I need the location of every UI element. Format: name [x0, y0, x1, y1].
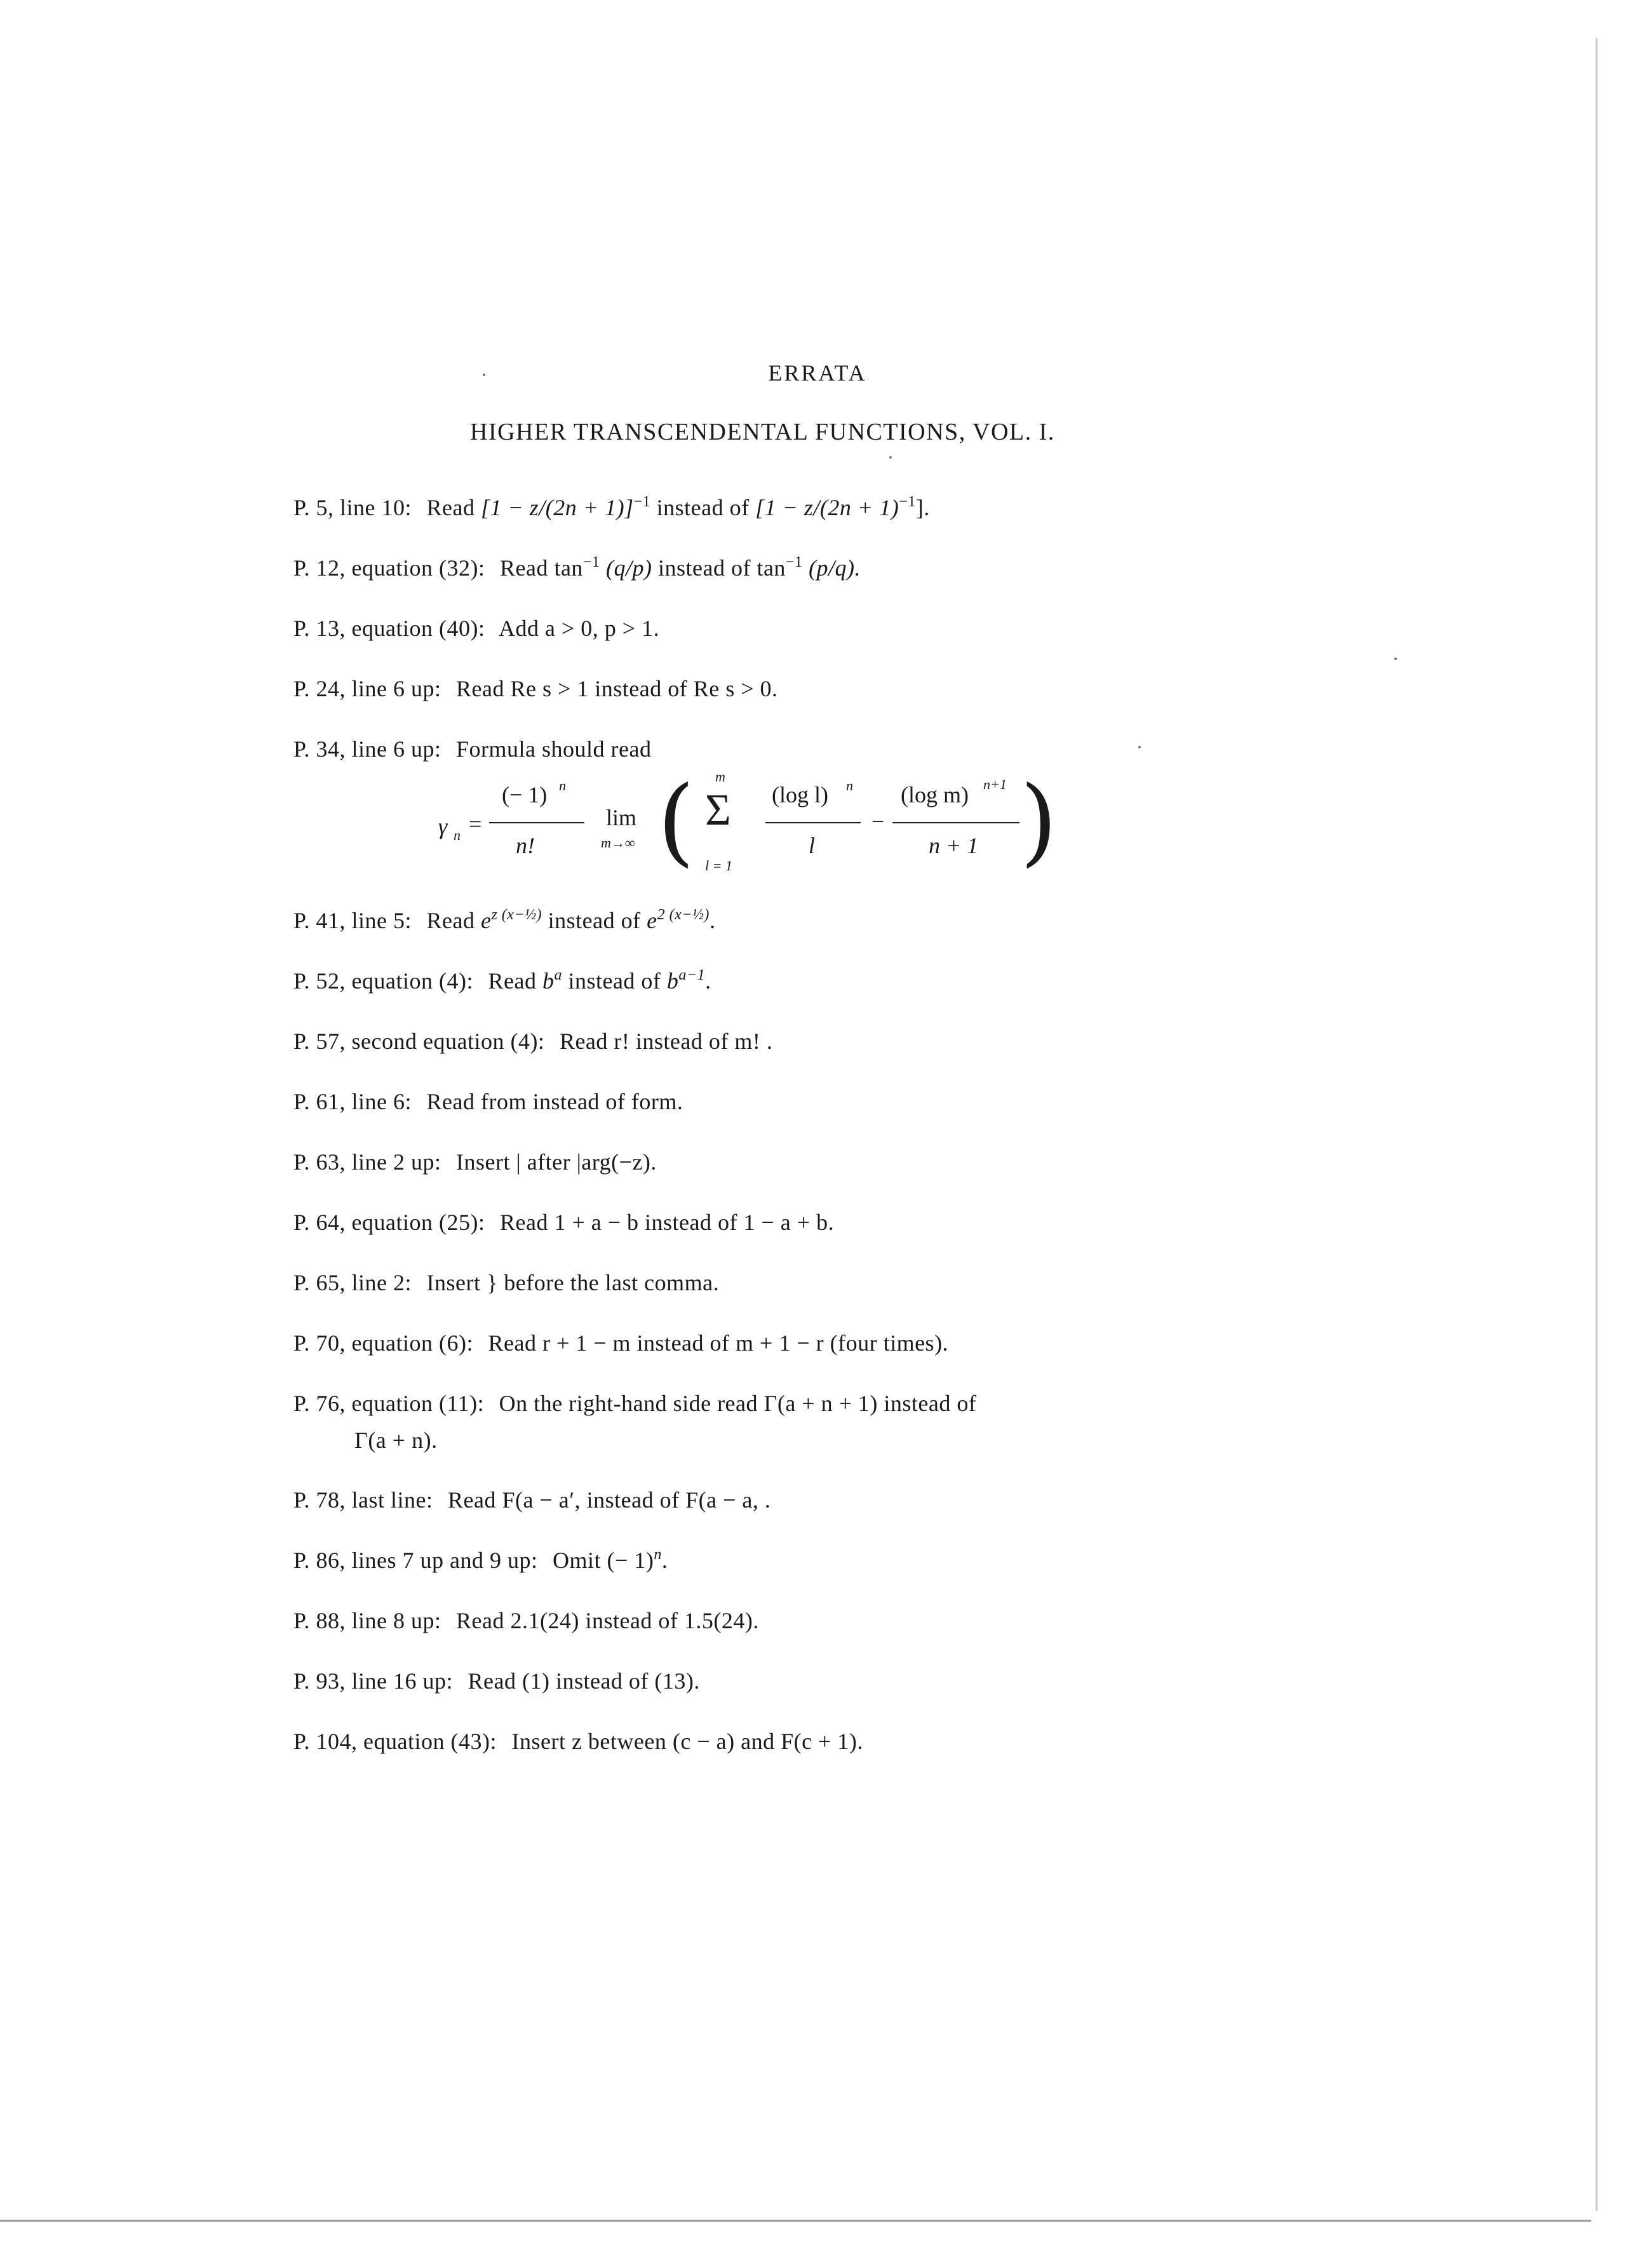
- formula-sigma-lower: l = 1: [705, 858, 732, 874]
- page-subtitle: HIGHER TRANSCENDENTAL FUNCTIONS, VOL. I.: [470, 419, 1055, 445]
- errata-entry: [293, 1385, 1284, 1459]
- entry-continuation: Γ(a + n).: [354, 1428, 438, 1453]
- entry-math: b: [542, 968, 555, 994]
- entry-math: b: [666, 968, 679, 994]
- formula-numerator-1-superscript: n: [559, 778, 566, 793]
- entry-reference: P. 76, equation (11):: [293, 1391, 485, 1416]
- formula-sigma: Σ: [705, 786, 731, 835]
- errata-entry: [293, 1487, 770, 1513]
- entry-reference: P. 93, line 16 up:: [293, 1668, 454, 1694]
- scan-speck: [1138, 746, 1141, 748]
- entry-reference: P. 57, second equation (4):: [293, 1029, 545, 1054]
- entry-math: e: [480, 908, 492, 933]
- entry-reference: P. 24, line 6 up:: [293, 676, 441, 701]
- formula-numerator-3-superscript: n+1: [983, 776, 1007, 792]
- entry-math: (p/q).: [808, 555, 861, 581]
- errata-entry: [293, 907, 715, 934]
- errata-entry: [293, 1269, 719, 1296]
- entry-reference: P. 70, equation (6):: [293, 1330, 473, 1356]
- entry-text: .: [709, 908, 716, 933]
- entry-reference: P. 12, equation (32):: [293, 555, 485, 581]
- errata-entry: [293, 1028, 772, 1055]
- entry-reference: P. 78, last line:: [293, 1487, 433, 1513]
- entry-superscript: z (x−½): [491, 907, 542, 923]
- entry-text: ].: [915, 495, 930, 520]
- entry-reference: P. 86, lines 7 up and 9 up:: [293, 1548, 538, 1573]
- entry-superscript: n: [654, 1546, 662, 1563]
- entry-superscript: a: [554, 967, 562, 983]
- errata-entry: [293, 1668, 700, 1694]
- entry-reference: P. 52, equation (4):: [293, 968, 473, 994]
- gamma-n-formula: [438, 766, 1061, 883]
- entry-text: Read 2.1(24) instead of 1.5(24).: [456, 1608, 759, 1633]
- entry-superscript: a−1: [678, 967, 706, 983]
- entry-reference: P. 5, line 10:: [293, 495, 412, 520]
- entry-math: (− 1): [607, 1548, 654, 1573]
- entry-text: Insert z between (c − a) and F(c + 1).: [511, 1729, 863, 1754]
- formula-equals: =: [469, 811, 482, 837]
- entry-text: Read: [488, 968, 537, 994]
- fraction-bar: [765, 822, 861, 823]
- errata-entry: [293, 1728, 863, 1755]
- entry-reference: P. 61, line 6:: [293, 1089, 412, 1114]
- entry-text: Formula should read: [456, 736, 652, 762]
- errata-entry: [293, 1607, 759, 1634]
- formula-numerator-2: (log l): [772, 782, 828, 807]
- entry-text: Insert } before the last comma.: [426, 1270, 720, 1295]
- entry-reference: P. 64, equation (25):: [293, 1210, 485, 1235]
- entry-math: tan: [757, 555, 786, 581]
- errata-entry: [293, 1330, 948, 1356]
- entry-text: Read: [426, 908, 475, 933]
- scan-speck: [889, 456, 892, 459]
- formula-numerator-3: (log m): [901, 782, 969, 807]
- entry-text: Insert | after |arg(−z).: [456, 1149, 657, 1175]
- entry-text: Read 1 + a − b instead of 1 − a + b.: [499, 1210, 835, 1235]
- entry-superscript: −1: [899, 494, 916, 510]
- entry-text: .: [705, 968, 711, 994]
- entry-reference: P. 34, line 6 up:: [293, 736, 441, 762]
- entry-text: Read from instead of form.: [426, 1089, 683, 1114]
- errata-entry: [293, 494, 930, 521]
- entry-superscript: 2 (x−½): [657, 907, 710, 923]
- entry-text: instead of: [548, 908, 641, 933]
- entry-reference: P. 41, line 5:: [293, 908, 412, 933]
- entry-text: Read r! instead of m! .: [559, 1029, 773, 1054]
- entry-text: Read: [426, 495, 475, 520]
- entry-reference: P. 13, equation (40):: [293, 616, 485, 641]
- formula-sigma-upper: m: [715, 769, 725, 785]
- entry-text: instead of: [656, 495, 750, 520]
- entry-text: .: [661, 1548, 668, 1573]
- formula-left-paren: (: [657, 766, 695, 877]
- errata-entry: [293, 968, 711, 994]
- fraction-bar: [892, 822, 1019, 823]
- formula-limit: lim: [606, 805, 637, 830]
- formula-numerator-2-superscript: n: [846, 778, 853, 793]
- entry-text: Omit: [553, 1548, 602, 1573]
- formula-lhs: γ: [438, 814, 448, 839]
- scan-speck: [1394, 658, 1397, 660]
- formula-denominator-2: l: [809, 833, 816, 858]
- formula-denominator-3: n + 1: [929, 833, 979, 858]
- bottom-rule: [0, 2220, 1591, 2222]
- entry-text: Read: [499, 555, 548, 581]
- errata-entry: [293, 736, 651, 762]
- page-title: ERRATA: [768, 360, 867, 386]
- entry-reference: P. 88, line 8 up:: [293, 1608, 441, 1633]
- errata-entry: [293, 1088, 683, 1115]
- entry-text: instead of: [657, 555, 751, 581]
- entry-superscript: −1: [785, 554, 803, 570]
- formula-denominator-1: n!: [516, 833, 535, 858]
- entry-math: [1 − z/(2n + 1): [755, 495, 899, 520]
- entry-text: On the right-hand side read Γ(a + n + 1) instead of: [499, 1391, 977, 1416]
- formula-limit-subscript: m→∞: [601, 835, 635, 851]
- entry-reference: P. 63, line 2 up:: [293, 1149, 441, 1175]
- entry-math: [1 − z/(2n + 1)]: [480, 495, 634, 520]
- fraction-bar: [489, 822, 584, 823]
- errata-entry: [293, 1209, 834, 1236]
- formula-numerator-1: (− 1): [502, 782, 548, 807]
- entry-reference: P. 104, equation (43):: [293, 1729, 497, 1754]
- errata-entry: [293, 615, 659, 642]
- errata-entry: [293, 1547, 668, 1574]
- errata-entry: [293, 1149, 657, 1175]
- entry-text: instead of: [568, 968, 661, 994]
- formula-right-paren: ): [1020, 766, 1058, 877]
- errata-entry: [293, 555, 861, 581]
- entry-superscript: −1: [633, 494, 651, 510]
- entry-math: e: [647, 908, 657, 933]
- entry-math: (q/p): [605, 555, 652, 581]
- entry-math: tan: [554, 555, 583, 581]
- entry-superscript: −1: [582, 554, 600, 570]
- entry-text: Read F(a − a′, instead of F(a − a, .: [448, 1487, 771, 1513]
- formula-minus: −: [871, 809, 885, 834]
- entry-reference: P. 65, line 2:: [293, 1270, 412, 1295]
- entry-text: Read r + 1 − m instead of m + 1 − r (four times).: [488, 1330, 949, 1356]
- formula-lhs-subscript: n: [454, 827, 461, 843]
- errata-entry: [293, 675, 778, 702]
- entry-text: Add a > 0, p > 1.: [499, 616, 660, 641]
- entry-text: Read Re s > 1 instead of Re s > 0.: [456, 676, 778, 701]
- entry-text: Read (1) instead of (13).: [468, 1668, 700, 1694]
